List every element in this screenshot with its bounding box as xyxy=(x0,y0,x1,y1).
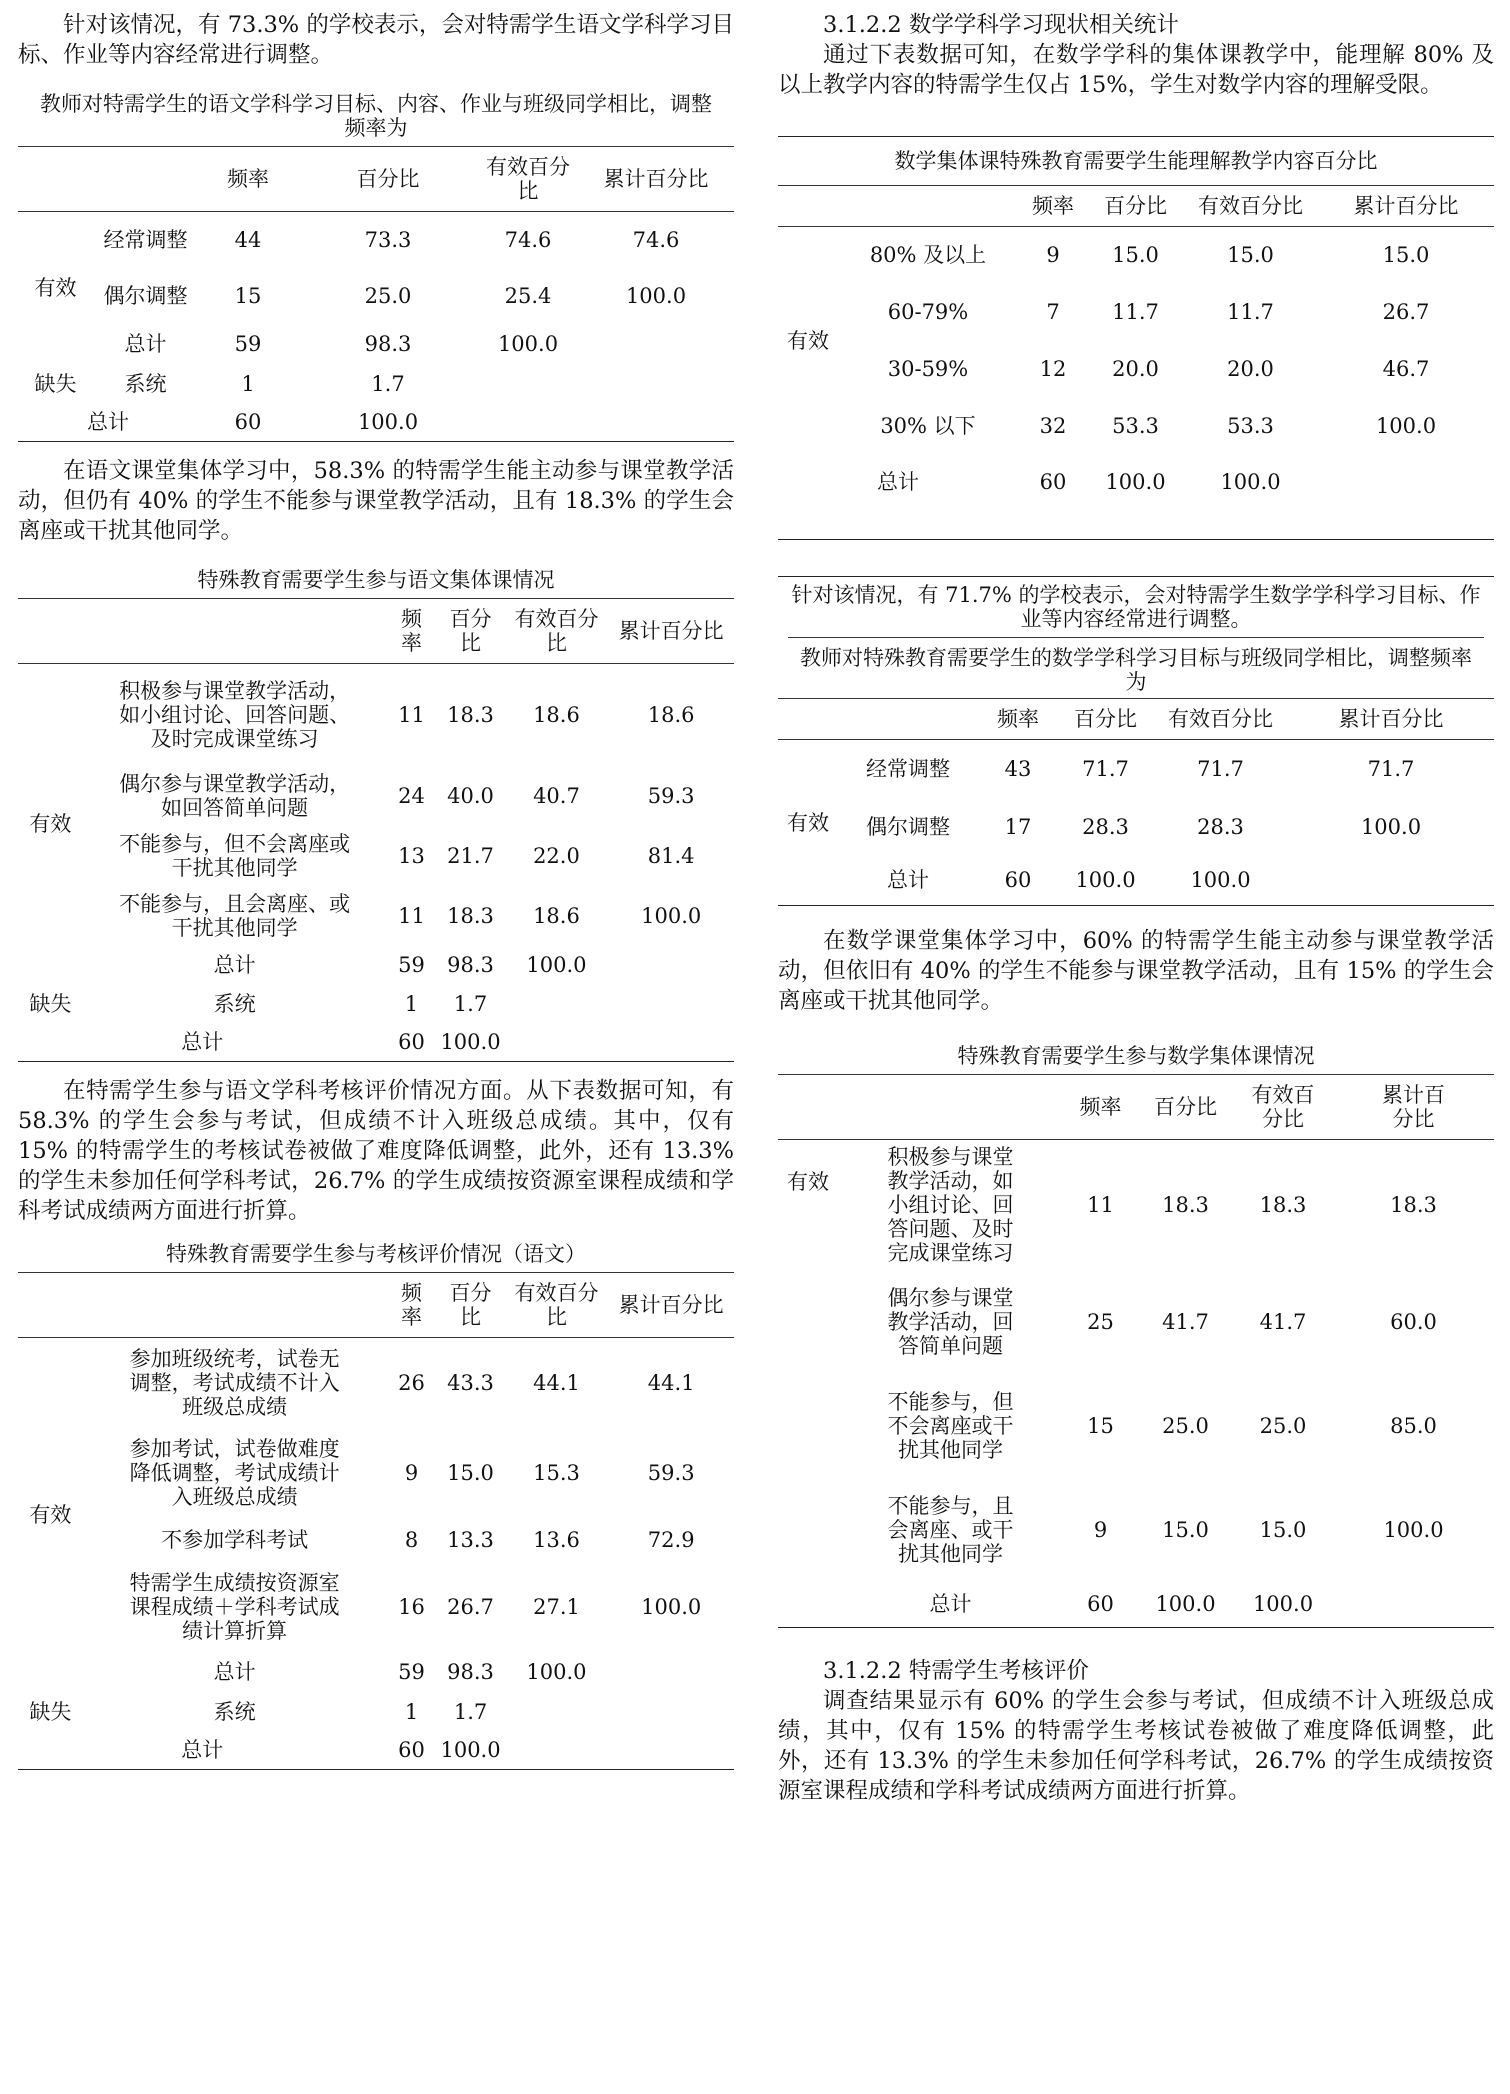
row-label: 偶尔调整 xyxy=(866,814,950,839)
row-label: 积极参与课堂教学活动，如小组讨论、回答问题、及时完成课堂练习 xyxy=(119,678,351,751)
row-label: 不参加学科考试 xyxy=(161,1527,309,1552)
col-header: 频率 xyxy=(1018,186,1088,227)
row-label: 总计 xyxy=(87,410,129,435)
cell: 32 xyxy=(1039,414,1067,438)
group-label: 有效 xyxy=(34,275,77,300)
cell: 1 xyxy=(241,371,255,396)
row-label: 系统 xyxy=(124,371,167,396)
table-row xyxy=(778,1582,1494,1628)
cell: 15 xyxy=(1087,1413,1114,1438)
cell: 59.3 xyxy=(647,783,695,808)
table-caption: 特殊教育需要学生参与数学集体课情况 xyxy=(957,1044,1315,1068)
row-label: 经常调整 xyxy=(866,756,950,781)
cell: 44 xyxy=(234,227,262,252)
cell: 100.0 xyxy=(1375,414,1437,438)
cell: 100.0 xyxy=(625,283,687,308)
row-label: 总计 xyxy=(181,1738,224,1763)
cell: 28.3 xyxy=(1197,814,1244,839)
table-row xyxy=(18,1024,734,1062)
group-label: 有效 xyxy=(29,811,72,836)
right-column xyxy=(778,10,1494,1806)
cell: 100.0 xyxy=(440,1030,501,1055)
cell: 59 xyxy=(398,1659,425,1684)
cell: 22.0 xyxy=(533,843,580,868)
cell: 100.0 xyxy=(526,1659,587,1684)
row-label: 总计 xyxy=(887,868,929,893)
row-label: 总计 xyxy=(877,470,919,494)
cell: 59.3 xyxy=(647,1460,695,1485)
cell: 12 xyxy=(1039,357,1067,381)
cell xyxy=(1333,1582,1494,1628)
table-row xyxy=(18,946,734,984)
table-row xyxy=(778,1374,1494,1478)
cell: 59 xyxy=(398,952,425,977)
cell: 18.3 xyxy=(1259,1192,1307,1217)
table-row xyxy=(18,1338,734,1428)
group-label: 有效 xyxy=(787,1170,829,1194)
paragraph: 调查结果显示有 60% 的学生会参与考试，但成绩不计入班级总成绩，其中，仅有 15% 的特需学生考核试卷被做了难度降低调整，此外，还有 13.3% 的学生未参加任何学科考试，26.7% 的学生成绩按资源室课程成绩和学科考试成绩两方面进行折算。 xyxy=(778,1688,1494,1804)
row-label: 偶尔参与课堂教学活动，如回答简单问题 xyxy=(119,771,351,820)
cell: 26 xyxy=(398,1370,425,1395)
table-row xyxy=(778,227,1494,284)
group-label: 缺失 xyxy=(29,991,72,1016)
cell xyxy=(608,1652,734,1692)
table-row xyxy=(18,826,734,886)
table-row xyxy=(18,1652,734,1692)
cell: 46.7 xyxy=(1382,357,1430,381)
row-label: 特需学生成绩按资源室课程成绩＋学科考试成绩计算折算 xyxy=(129,1570,340,1643)
table-row xyxy=(18,766,734,826)
paragraph: 在数学课堂集体学习中，60% 的特需学生能主动参与课堂教学活动，但依旧有 40% 的学生不能参与课堂教学活动，且有 15% 的学生会离座或干扰其他同学。 xyxy=(778,928,1494,1014)
row-label: 总计 xyxy=(213,952,256,977)
cell: 26.7 xyxy=(447,1594,494,1619)
table-caption: 教师对特需学生的语文学科学习目标、内容、作业与班级同学相比，调整频率为 xyxy=(40,92,712,140)
cell: 98.3 xyxy=(364,331,412,356)
table-row xyxy=(778,856,1494,906)
row-label: 不能参与，但不会离座或干扰其他同学 xyxy=(887,1389,1014,1462)
cell: 18.3 xyxy=(447,702,494,727)
cell: 11 xyxy=(1087,1192,1114,1217)
cell: 25.0 xyxy=(1162,1413,1209,1438)
cell: 1.7 xyxy=(453,991,488,1016)
cell: 100.0 xyxy=(1220,470,1281,494)
section-heading: 3.1.2.2 数学学科学习现状相关统计 xyxy=(823,12,1179,38)
row-label: 不能参与，但不会离座或干扰其他同学 xyxy=(119,831,351,880)
cell: 18.3 xyxy=(447,903,494,928)
cell: 13.6 xyxy=(533,1527,580,1552)
cell: 1.7 xyxy=(371,371,405,396)
cell: 1 xyxy=(404,991,419,1016)
table-row xyxy=(18,404,734,442)
cell: 98.3 xyxy=(447,1659,494,1684)
cell: 18.6 xyxy=(533,903,580,928)
paragraph: 在特需学生参与语文学科考核评价情况方面。从下表数据可知，有 58.3% 的学生会参与考试，但成绩不计入班级总成绩。其中，仅有 15% 的特需学生的考核试卷被做了难度降低调整，此外，还有 13.3% 的学生未参加任何学科考试，26.7% 的学生成绩按资源室课程成绩和学科考试成绩两方面进行折算。 xyxy=(18,1078,734,1224)
cell: 60 xyxy=(234,410,262,435)
col-header: 累计百分比 xyxy=(608,599,734,664)
row-label: 总计 xyxy=(213,1659,256,1684)
cell: 73.3 xyxy=(364,227,412,252)
row-label: 30-59% xyxy=(887,357,969,381)
table-row xyxy=(778,1270,1494,1374)
table-header-row xyxy=(778,186,1494,227)
cell: 13 xyxy=(398,843,425,868)
table-caption xyxy=(778,576,1494,698)
col-header: 百分比 xyxy=(1138,1075,1233,1140)
cell: 25.0 xyxy=(1259,1413,1307,1438)
cell xyxy=(1288,856,1494,906)
table-chinese-adjustment xyxy=(18,84,734,442)
cell: 71.7 xyxy=(1082,756,1129,781)
left-column xyxy=(18,10,734,1770)
cell: 25.4 xyxy=(504,283,552,308)
col-header: 频率 xyxy=(198,147,298,212)
table-row xyxy=(778,740,1494,798)
cell: 15.3 xyxy=(533,1460,580,1485)
table-math-understanding xyxy=(778,136,1494,540)
paragraph: 通过下表数据可知，在数学学科的集体课教学中，能理解 80% 及以上教学内容的特需学生仅占 15%，学生对数学内容的理解受限。 xyxy=(778,42,1494,98)
col-header: 有效百分比 xyxy=(1153,699,1288,740)
cell: 9 xyxy=(404,1460,419,1485)
cell: 21.7 xyxy=(447,843,494,868)
cell: 13.3 xyxy=(447,1527,494,1552)
table-row xyxy=(18,1692,734,1732)
cell: 43.3 xyxy=(447,1370,494,1395)
cell xyxy=(578,324,734,364)
col-header: 百分比 xyxy=(298,147,478,212)
table-math-adjustment xyxy=(778,576,1494,906)
paragraph: 在语文课堂集体学习中，58.3% 的特需学生能主动参与课堂教学活动，但仍有 40% 的学生不能参与课堂教学活动，且有 18.3% 的学生会离座或干扰其他同学。 xyxy=(18,458,734,544)
col-header: 有效百分比 xyxy=(478,147,578,212)
table-row xyxy=(18,268,734,324)
cell: 15.0 xyxy=(1259,1517,1307,1542)
cell: 74.6 xyxy=(504,227,552,252)
table-row xyxy=(18,1562,734,1652)
cell: 25 xyxy=(1087,1309,1114,1334)
paragraph: 针对该情况，有 73.3% 的学校表示，会对特需学生语文学科学习目标、作业等内容经常进行调整。 xyxy=(18,12,734,68)
table-header-row xyxy=(18,1273,734,1338)
table-header-row xyxy=(778,1075,1494,1140)
cell: 100.0 xyxy=(440,1738,501,1763)
row-label: 参加班级统考，试卷无调整，考试成绩不计入班级总成绩 xyxy=(129,1346,340,1419)
col-header: 百分比 xyxy=(1058,699,1153,740)
cell: 100.0 xyxy=(357,410,419,435)
cell: 15.0 xyxy=(1227,243,1274,268)
col-header: 有效百分比 xyxy=(505,599,609,664)
table-row xyxy=(778,398,1494,455)
cell: 18.6 xyxy=(533,702,580,727)
cell xyxy=(1318,455,1494,510)
table-row xyxy=(778,284,1494,341)
cell: 100.0 xyxy=(1155,1592,1216,1617)
table-row xyxy=(778,455,1494,510)
row-label: 不能参与，且会离座、或干扰其他同学 xyxy=(119,891,351,940)
row-label: 参加考试，试卷做难度降低调整，考试成绩计入班级总成绩 xyxy=(129,1436,340,1509)
table-note: 针对该情况，有 71.7% 的学校表示，会对特需学生数学学科学习目标、作业等内容经常进行调整。 xyxy=(791,583,1481,631)
cell: 18.6 xyxy=(647,702,695,727)
table-row xyxy=(18,212,734,268)
table-row xyxy=(18,1518,734,1562)
table-caption: 特殊教育需要学生参与语文集体课情况 xyxy=(197,568,555,592)
group-label: 有效 xyxy=(787,810,829,835)
cell: 11 xyxy=(398,903,425,928)
group-label: 缺失 xyxy=(34,371,77,396)
table-caption: 特殊教育需要学生参与考核评价情况（语文） xyxy=(166,1242,586,1266)
cell: 20.0 xyxy=(1227,357,1274,381)
col-header: 累计百分比 xyxy=(608,1273,734,1338)
cell: 15.0 xyxy=(1162,1517,1209,1542)
cell: 18.3 xyxy=(1390,1192,1437,1217)
cell: 60 xyxy=(398,1738,425,1763)
row-label: 积极参与课堂教学活动，如小组讨论、回答问题、及时完成课堂练习 xyxy=(887,1144,1014,1265)
table-row xyxy=(18,984,734,1024)
cell: 26.7 xyxy=(1382,300,1430,324)
col-header: 有效百分比 xyxy=(505,1273,609,1338)
table-row xyxy=(18,664,734,766)
cell: 100.0 xyxy=(1105,470,1166,494)
group-label: 有效 xyxy=(787,328,829,353)
cell: 72.9 xyxy=(647,1527,695,1552)
col-header: 频率 xyxy=(978,699,1058,740)
cell: 16 xyxy=(398,1594,425,1619)
cell: 9 xyxy=(1046,243,1060,268)
table-header-row xyxy=(18,147,734,212)
table-chinese-assessment xyxy=(18,1234,734,1770)
cell: 15.0 xyxy=(447,1460,494,1485)
row-label: 偶尔调整 xyxy=(103,283,188,308)
cell: 71.7 xyxy=(1197,756,1244,781)
table-row xyxy=(18,364,734,404)
table-row xyxy=(18,886,734,946)
cell: 100.0 xyxy=(641,1594,702,1619)
row-label: 经常调整 xyxy=(103,227,188,252)
col-header: 有效百分比 xyxy=(1183,186,1318,227)
row-label: 总计 xyxy=(929,1592,972,1617)
group-label: 缺失 xyxy=(29,1699,72,1724)
cell: 100.0 xyxy=(1383,1517,1444,1542)
table-chinese-participation xyxy=(18,560,734,1062)
cell: 60.0 xyxy=(1390,1309,1437,1334)
col-header: 累计百分比 xyxy=(1333,1075,1494,1140)
cell: 60 xyxy=(1087,1592,1114,1617)
cell: 20.0 xyxy=(1112,357,1159,381)
table-header-row xyxy=(778,699,1494,740)
cell: 41.7 xyxy=(1259,1309,1307,1334)
cell: 28.3 xyxy=(1082,814,1129,839)
cell: 100.0 xyxy=(641,903,702,928)
row-label: 不能参与，且会离座、或干扰其他同学 xyxy=(887,1493,1014,1566)
cell xyxy=(608,946,734,984)
cell: 9 xyxy=(1093,1517,1108,1542)
table-row xyxy=(18,1428,734,1518)
cell: 85.0 xyxy=(1390,1413,1437,1438)
col-header: 有效百分比 xyxy=(1233,1075,1333,1140)
section-heading: 3.1.2.2 特需学生考核评价 xyxy=(823,1658,1089,1684)
cell: 1 xyxy=(404,1699,419,1724)
cell: 11.7 xyxy=(1227,300,1274,324)
cell: 100.0 xyxy=(1252,1592,1314,1617)
cell: 17 xyxy=(1004,814,1032,839)
cell: 100.0 xyxy=(497,331,559,356)
cell: 18.3 xyxy=(1162,1192,1209,1217)
col-header: 累计百分比 xyxy=(1318,186,1494,227)
table-row xyxy=(18,1732,734,1770)
cell: 100.0 xyxy=(1190,868,1251,893)
table-row xyxy=(18,324,734,364)
table-row xyxy=(778,1140,1494,1270)
col-header: 频率 xyxy=(387,1273,437,1338)
row-label: 偶尔参与课堂教学活动，回答简单问题 xyxy=(887,1285,1014,1358)
cell: 81.4 xyxy=(647,843,695,868)
cell: 15.0 xyxy=(1112,243,1159,268)
cell: 100.0 xyxy=(1075,868,1136,893)
cell: 53.3 xyxy=(1227,414,1274,438)
cell: 8 xyxy=(404,1527,419,1552)
col-header: 频率 xyxy=(1063,1075,1138,1140)
cell: 98.3 xyxy=(447,952,494,977)
cell: 15 xyxy=(234,283,262,308)
cell: 11.7 xyxy=(1112,300,1159,324)
row-label: 30% 以下 xyxy=(880,414,976,438)
cell: 15.0 xyxy=(1382,243,1430,268)
cell: 100.0 xyxy=(526,952,587,977)
cell: 43 xyxy=(1004,756,1032,781)
cell: 25.0 xyxy=(364,283,412,308)
cell: 74.6 xyxy=(632,227,680,252)
cell: 11 xyxy=(398,702,425,727)
row-label: 总计 xyxy=(181,1030,224,1055)
col-header: 累计百分比 xyxy=(578,147,734,212)
cell: 44.1 xyxy=(533,1370,580,1395)
cell: 40.0 xyxy=(447,783,494,808)
cell: 60 xyxy=(1004,868,1032,893)
table-header-row xyxy=(18,599,734,664)
cell: 60 xyxy=(1039,470,1067,494)
cell: 53.3 xyxy=(1112,414,1159,438)
cell: 41.7 xyxy=(1162,1309,1209,1334)
table-title: 教师对特殊教育需要学生的数学学科学习目标与班级同学相比，调整频率为 xyxy=(788,637,1484,698)
row-label: 总计 xyxy=(124,331,167,356)
row-label: 系统 xyxy=(213,991,256,1016)
row-label: 80% 及以上 xyxy=(869,243,987,268)
cell: 59 xyxy=(234,331,262,356)
row-label: 60-79% xyxy=(887,300,969,324)
table-math-participation xyxy=(778,1036,1494,1628)
cell: 1.7 xyxy=(453,1699,488,1724)
table-row xyxy=(778,798,1494,856)
col-header: 百分比 xyxy=(436,1273,504,1338)
table-row xyxy=(778,1478,1494,1582)
col-header: 频率 xyxy=(387,599,437,664)
group-label: 有效 xyxy=(29,1502,72,1527)
cell: 24 xyxy=(398,783,425,808)
cell: 60 xyxy=(398,1030,425,1055)
cell: 44.1 xyxy=(647,1370,695,1395)
table-caption: 数学集体课特殊教育需要学生能理解教学内容百分比 xyxy=(778,136,1494,185)
col-header: 百分比 xyxy=(436,599,504,664)
cell: 71.7 xyxy=(1367,756,1415,781)
cell: 40.7 xyxy=(533,783,580,808)
table-row xyxy=(778,341,1494,398)
col-header: 百分比 xyxy=(1088,186,1183,227)
cell: 7 xyxy=(1046,300,1060,324)
row-label: 系统 xyxy=(213,1699,256,1724)
cell: 27.1 xyxy=(533,1594,580,1619)
col-header: 累计百分比 xyxy=(1288,699,1494,740)
cell: 100.0 xyxy=(1360,814,1422,839)
